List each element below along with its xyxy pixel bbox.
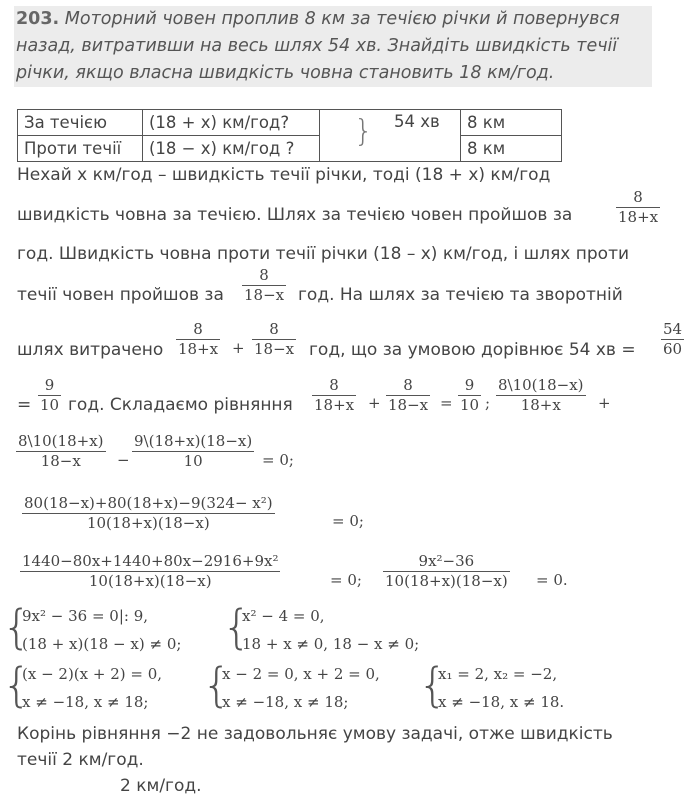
table-cell: 8 км: [461, 110, 562, 136]
solution-line-1: Нехай x км/год – швидкість течії річки, тоді (18 + x) км/год: [17, 165, 551, 185]
solution-line-4b: год. На шлях за течією та зворотній: [298, 285, 623, 305]
system-1-line-1: 9x² − 36 = 0|: 9,: [22, 607, 149, 625]
solution-line-5b: год, що за умовою дорівнює 54 хв =: [309, 340, 636, 360]
fraction: 8 18−x: [244, 266, 285, 304]
system-brace-icon: {: [2, 600, 32, 654]
fraction: 9 10: [40, 376, 60, 414]
given-table: [17, 109, 562, 162]
semicolon: ;: [485, 394, 491, 412]
equation-result: = 0.: [536, 571, 568, 589]
solution-line-2: швидкість човна за течією. Шлях за течією човен пройшов за: [17, 205, 573, 225]
table-cell: (18 − x) км/год ?: [143, 136, 320, 162]
system-3-line-1: (x − 2)(x + 2) = 0,: [22, 665, 163, 683]
plus-sign: +: [232, 339, 245, 357]
fraction: 8\10(18+x) 18−x: [18, 432, 104, 470]
table-cell: За течією: [18, 110, 143, 136]
system-brace-icon: {: [222, 600, 252, 654]
fraction: 54 60: [663, 320, 683, 358]
problem-statement: [14, 6, 652, 87]
plus-sign: +: [368, 394, 381, 412]
equals-sign: =: [17, 395, 32, 415]
equals-sign: =: [440, 394, 453, 412]
fraction: 8 18−x: [254, 320, 295, 358]
minus-sign: −: [117, 451, 130, 469]
fraction: 9\(18+x)(18−x) 10: [134, 432, 253, 470]
conclusion-line-1: Корінь рівняння −2 не задовольняє умову задачі, отже швидкість: [17, 724, 613, 744]
fraction: 1440−80x+1440+80x−2916+9x² 10(18+x)(18−x): [22, 552, 279, 590]
system-2-line-1: x² − 4 = 0,: [242, 607, 325, 625]
equation-result: = 0;: [332, 512, 364, 530]
system-2-line-2: 18 + x ≠ 0, 18 − x ≠ 0;: [242, 635, 420, 653]
fraction: 8 18+x: [314, 376, 355, 414]
table-row: [18, 136, 562, 162]
table-row: [18, 110, 562, 136]
fraction: 8 18−x: [388, 376, 429, 414]
fraction: 9 10: [460, 376, 480, 414]
answer: 2 км/год.: [120, 776, 202, 796]
system-brace-icon: {: [202, 658, 232, 712]
table-cell: (18 + x) км/год?: [143, 110, 320, 136]
system-brace-icon: {: [418, 658, 448, 712]
time-value: 54 хв: [394, 112, 440, 131]
fraction: 9x²−36 10(18+x)(18−x): [385, 552, 508, 590]
fraction: 8 18+x: [178, 320, 219, 358]
equation-result: = 0;: [262, 451, 294, 469]
problem-number: 203.: [16, 9, 60, 29]
conclusion-line-2: течії 2 км/год.: [17, 750, 144, 770]
brace-icon: }: [354, 114, 374, 149]
equation-result: = 0;: [330, 571, 362, 589]
solution-line-3: год. Швидкість човна проти течії річки (18 – x) км/год, і шлях проти: [17, 244, 630, 264]
plus-sign: +: [598, 394, 611, 412]
problem-text: Моторний човен проплив 8 км за течією річки й повернувся назад, витративши на весь шлях 54 хв. Знайдіть швидкість течії річки, якщо власна швидкість човна становить 18 км/год.: [16, 9, 620, 83]
solution-line-5a: шлях витрачено: [17, 340, 164, 360]
system-brace-icon: {: [2, 658, 32, 712]
system-3-line-2: x ≠ −18, x ≠ 18;: [22, 693, 149, 711]
system-5-line-2: x ≠ −18, x ≠ 18.: [438, 693, 565, 711]
system-5-line-1: x₁ = 2, x₂ = −2,: [438, 665, 558, 683]
fraction: 80(18−x)+80(18+x)−9(324− x²) 10(18+x)(18−x): [24, 494, 273, 532]
table-cell: 8 км: [461, 136, 562, 162]
system-4-line-1: x − 2 = 0, x + 2 = 0,: [222, 665, 380, 683]
table-cell: Проти течії: [18, 136, 143, 162]
solution-line-4a: течії човен пройшов за: [17, 285, 224, 305]
solution-line-6b: год. Складаємо рівняння: [68, 395, 293, 415]
system-4-line-2: x ≠ −18, x ≠ 18;: [222, 693, 349, 711]
fraction: 8 18+x: [618, 188, 659, 226]
fraction: 8\10(18−x) 18+x: [498, 376, 584, 414]
system-1-line-2: (18 + x)(18 − x) ≠ 0;: [22, 635, 182, 653]
time-cell: [320, 110, 461, 162]
